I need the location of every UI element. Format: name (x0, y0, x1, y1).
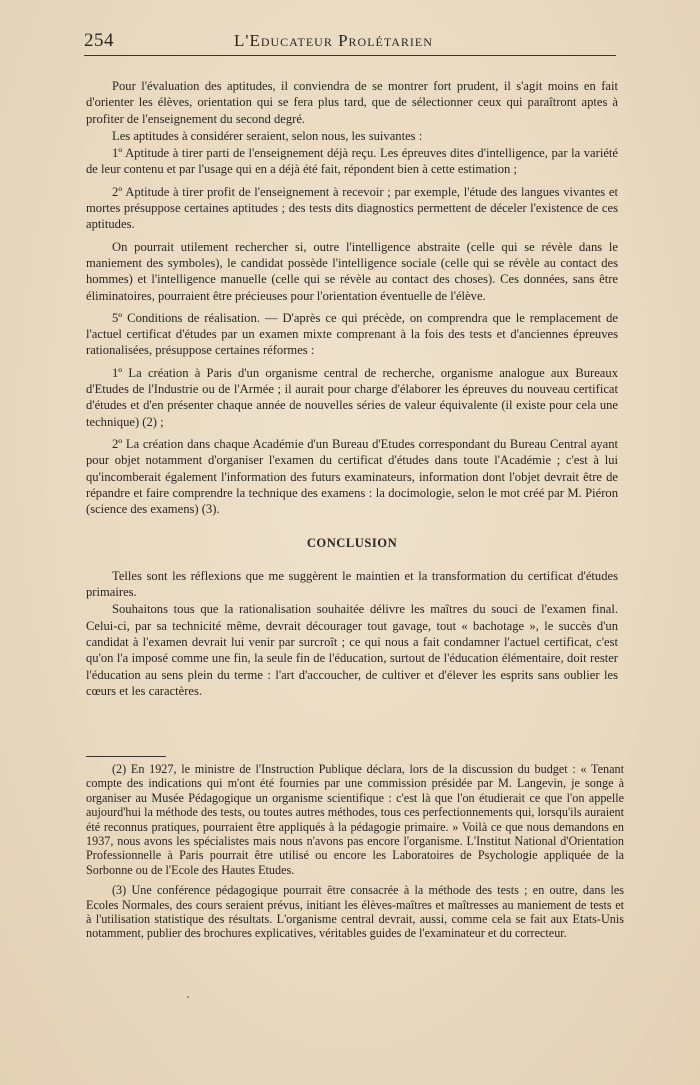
paragraph: 2º La création dans chaque Académie d'un Bureau d'Etudes correspondant du Bureau Central ayant pour objet notamment d'organiser l'examen du certificat d'études dans toute l'Académie ; c'est à lui qu'incomberait également l'information des futurs examinateurs, information dont l'objet devrait être de répandre et faire comprendre la technique des examens : la docimologie, selon le mot créé par M. Piéron (science des examens) (3). (86, 436, 618, 517)
footnote-rule (86, 756, 166, 757)
footnote: (3) Une conférence pédagogique pourrait être consacrée à la méthode des tests ; en outre, dans les Ecoles Normales, des cours seraient prévus, initiant les élèves-maîtres et maîtresses au maniement de tests et à l'utilisation statistique des résultats. L'organisme central devrait, aussi, comme cela se fait aux Etats-Unis notamment, publier des brochures explicatives, véritables guides de l'examinateur et du correcteur. (86, 883, 624, 941)
page-header (84, 30, 616, 56)
section-heading: CONCLUSION (306, 536, 398, 551)
footnote: (2) En 1927, le ministre de l'Instruction Publique déclara, lors de la discussion du budget : « Tenant compte des indications qui m'ont été fournies par une commission présidée par M. Langevin, je songe à organiser au Musée Pédagogique un organisme scientifique : c'est là que l'on étudierait ce que l'on appelle aujourd'hui la méthode des tests, ou toutes autres méthodes, tous ces perfectionnements qui, lorsqu'ils auraient été reconnus pratiques, pourraient être appliqués à la pédagogie primaire. » Voilà ce que nous demandons en 1937, nous avons les spécialistes mais nous n'avons pas encore l'organisme. L'Institut National d'Orientation Professionnelle à Paris pourrait être utilisé ou encore les Laboratoires de Psychologie appliquée de la Sorbonne ou de l'Ecole des Hautes Etudes. (86, 762, 624, 877)
paragraph: Souhaitons tous que la rationalisation souhaitée délivre les maîtres du souci de l'examen final. Celui-ci, par sa technicité même, devrait décourager tout gavage, tout « bachotage », le succès d'un candidat à l'examen devrait lui venir par surcroît ; ce qui nous a fait condamner l'actuel certificat, c'est qu'on l'a imposé comme une fin, la seule fin de l'éducation, surtout de l'éducation élémentaire, doit rester l'éducation au sens plein du terme : l'art d'accoucher, de cultiver et d'élever les esprits sans oublier les cœurs et les caractères. (86, 602, 618, 698)
paragraph: 2º Aptitude à tirer profit de l'enseignement à recevoir ; par exemple, l'étude des langues vivantes et mortes présuppose certaines aptitudes ; des tests dits diagnostics permettent de déceler l'existence de ces aptitudes. (86, 184, 618, 232)
paragraph: 1º La création à Paris d'un organisme central de recherche, organisme analogue aux Bureaux d'Etudes de l'Industrie ou de l'Armée ; il aurait pour charge d'élaborer les épreuves du nouveau certificat d'études et d'en présenter chaque année de nouvelles séries de valeur équivalente (il existe pour cela une technique) (2) ; (86, 365, 618, 429)
main-text (86, 78, 618, 700)
paragraph: 1º Aptitude à tirer parti de l'enseignement déjà reçu. Les épreuves dites d'intelligence, par la variété de leur contenu et par l'usage qui en a déjà été fait, répondent bien à cette estimation ; (86, 146, 618, 177)
page-number: 254 (84, 30, 114, 51)
paragraph: Les aptitudes à considérer seraient, selon nous, les suivantes : (112, 128, 423, 143)
paragraph: Telles sont les réflexions que me suggèrent le maintien et la transformation du certificat d'études primaires. (86, 568, 618, 600)
running-title: L'Educateur Prolétarien (234, 31, 433, 50)
header-rule (84, 55, 616, 56)
paragraph: On pourrait utilement rechercher si, outre l'intelligence abstraite (celle qui se révèle dans le maniement des symboles), le candidat possède l'intelligence sociale (celle qui se révèle au contact des hommes) et l'intelligence manuelle (celle qui se révèle au contact des choses). Ces données, sans être éliminatoires, pourraient être précieuses pour l'orientation éventuelle de l'élève. (86, 239, 618, 303)
paper-speck (187, 996, 189, 998)
footnotes (86, 762, 624, 947)
paragraph: 5º Conditions de réalisation. — D'après ce qui précède, on comprendra que le remplacement de l'actuel certificat d'études par un examen mixte comprenant à la fois des tests et d'anciennes épreuves rationalisées, présuppose certaines réformes : (86, 310, 618, 358)
paragraph: Pour l'évaluation des aptitudes, il conviendra de se montrer fort prudent, il s'agit moins en fait d'orienter les élèves, orientation qui se fera plus tard, que de sélectionner ceux qui paraîtront aptes à profiter de l'enseignement du second degré. (86, 79, 618, 126)
